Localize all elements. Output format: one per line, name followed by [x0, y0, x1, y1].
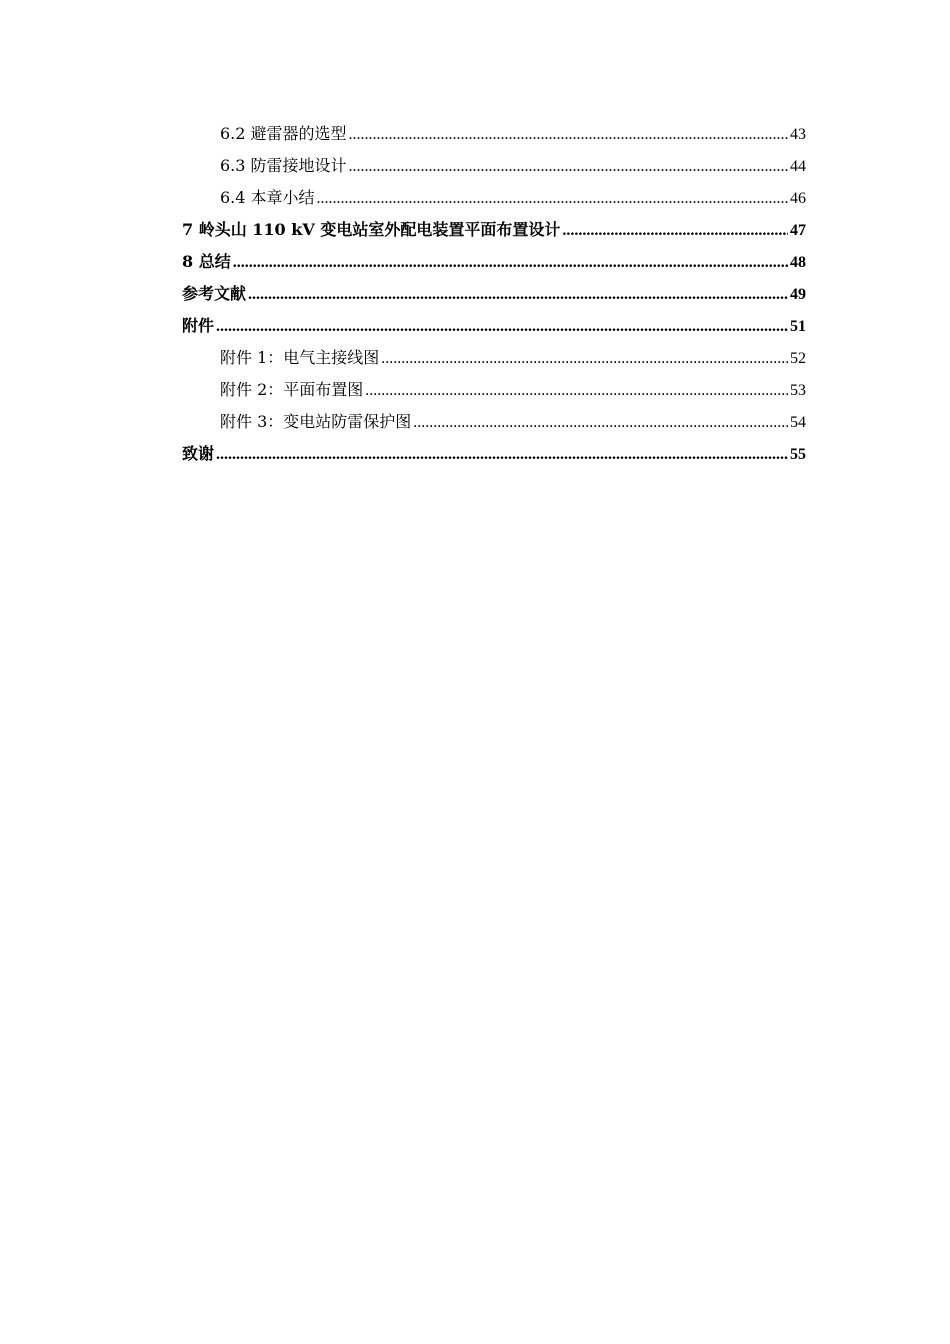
toc-entry-page-number: 51 [790, 318, 806, 335]
toc-entry-chapter-8[interactable] [182, 246, 806, 278]
toc-entry-page-number: 49 [790, 286, 806, 303]
toc-entry-appendix-3[interactable] [182, 406, 806, 438]
toc-entry-appendix-1[interactable] [182, 342, 806, 374]
toc-entry-title: 6.2 避雷器的选型 [220, 124, 347, 143]
toc-entry-title: 参考文献 [182, 284, 247, 303]
toc-dot-leader [216, 439, 788, 471]
toc-entry-title: 7 岭头山 110 kV 变电站室外配电装置平面布置设计 [182, 220, 561, 239]
toc-entry-page-number: 55 [790, 446, 806, 463]
toc-dot-leader [248, 279, 788, 311]
toc-entry-chapter-7[interactable] [182, 214, 806, 246]
toc-dot-leader [349, 119, 788, 151]
toc-entry-title: 附件 1：电气主接线图 [220, 348, 380, 367]
table-of-contents [182, 118, 806, 470]
toc-dot-leader [365, 375, 788, 407]
toc-entry-6-3[interactable] [182, 150, 806, 182]
toc-entry-references[interactable] [182, 278, 806, 310]
toc-entry-title: 附件 [182, 316, 215, 335]
toc-entry-appendix[interactable] [182, 310, 806, 342]
toc-entry-6-4[interactable] [182, 182, 806, 214]
toc-entry-page-number: 54 [790, 414, 806, 431]
toc-entry-page-number: 43 [790, 126, 806, 143]
toc-entry-page-number: 48 [790, 254, 806, 271]
toc-dot-leader [381, 343, 788, 375]
toc-entry-acknowledgements[interactable] [182, 438, 806, 470]
toc-entry-title: 附件 2：平面布置图 [220, 380, 364, 399]
toc-dot-leader [349, 151, 788, 183]
toc-entry-page-number: 46 [790, 190, 806, 207]
toc-dot-leader [317, 183, 788, 215]
toc-entry-6-2[interactable] [182, 118, 806, 150]
toc-dot-leader [562, 215, 788, 247]
toc-entry-title: 致谢 [182, 444, 215, 463]
toc-entry-title: 6.4 本章小结 [220, 188, 315, 207]
toc-dot-leader [216, 311, 788, 343]
toc-entry-title: 附件 3：变电站防雷保护图 [220, 412, 412, 431]
toc-entry-page-number: 44 [790, 158, 806, 175]
toc-dot-leader [413, 407, 788, 439]
toc-entry-title: 8 总结 [182, 252, 231, 271]
toc-dot-leader [233, 247, 788, 279]
toc-entry-page-number: 53 [790, 382, 806, 399]
toc-entry-page-number: 52 [790, 350, 806, 367]
toc-entry-title: 6.3 防雷接地设计 [220, 156, 347, 175]
toc-entry-appendix-2[interactable] [182, 374, 806, 406]
toc-entry-page-number: 47 [790, 222, 806, 239]
